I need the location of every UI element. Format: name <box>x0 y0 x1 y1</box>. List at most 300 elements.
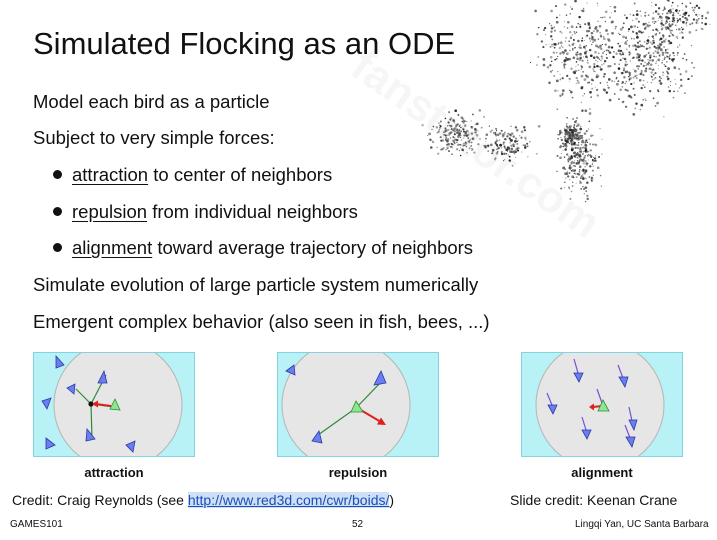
bird-dot <box>662 54 664 56</box>
bird-dot <box>554 43 557 46</box>
bird-dot <box>618 63 620 65</box>
bird-dot <box>676 36 678 38</box>
bird-dot <box>621 72 623 74</box>
bird-dot <box>591 88 593 90</box>
bird-dot <box>632 113 635 116</box>
bird-dot <box>583 162 586 165</box>
bird-dot <box>695 14 697 16</box>
bird-dot <box>648 61 650 63</box>
bird-dot <box>471 120 472 121</box>
bird-dot <box>452 140 454 142</box>
bird-dot <box>574 31 576 33</box>
bird-dot <box>508 147 511 150</box>
bird-dot <box>666 29 667 30</box>
bird-dot <box>608 46 611 49</box>
bird-dot <box>678 28 681 31</box>
bird-dot <box>468 132 469 133</box>
bird-dot <box>587 62 589 64</box>
bird-dot <box>523 144 524 145</box>
bird-dot <box>515 126 517 128</box>
boids-link[interactable]: http://www.red3d.com/cwr/boids/ <box>187 492 390 508</box>
bird-dot <box>615 52 617 54</box>
bird-dot <box>640 104 643 107</box>
bird-dot <box>628 72 631 75</box>
bird-dot <box>648 14 650 16</box>
bird-dot <box>659 76 661 78</box>
bird-dot <box>634 70 637 73</box>
bird-dot <box>579 24 581 26</box>
bird-dot <box>550 31 552 33</box>
bird-dot <box>577 80 579 82</box>
bird-dot <box>477 143 479 145</box>
bird-dot <box>561 45 562 46</box>
bird-dot <box>625 61 627 63</box>
bird-dot <box>665 39 667 41</box>
bird-dot <box>487 145 489 147</box>
bird-dot <box>567 21 570 24</box>
bird-dot <box>507 151 508 152</box>
bird-dot <box>557 138 559 140</box>
bird-dot <box>625 37 627 39</box>
bird-dot <box>605 21 606 22</box>
bird-dot <box>671 23 673 25</box>
bird-dot <box>679 18 681 20</box>
bird-dot <box>596 89 598 91</box>
bird-dot <box>660 82 663 85</box>
bird-dot <box>677 22 678 23</box>
bird-dot <box>430 139 432 141</box>
bird-dot <box>658 20 659 21</box>
bird-dot <box>526 145 528 147</box>
bird-dot <box>636 36 639 39</box>
bird-dot <box>625 41 627 43</box>
bird-dot <box>634 3 636 5</box>
bird-dot <box>574 0 577 2</box>
bird-dot <box>579 174 580 175</box>
bird-dot <box>566 123 568 125</box>
bird-dot <box>656 61 657 62</box>
bird-dot <box>564 136 566 138</box>
bird-dot <box>677 52 679 54</box>
bird-dot <box>611 46 613 48</box>
bird-dot <box>462 121 464 123</box>
bird-dot <box>577 145 578 146</box>
bird-dot <box>669 35 671 37</box>
bird-dot <box>450 137 451 138</box>
bird-dot <box>649 90 651 92</box>
bird-dot <box>556 80 559 83</box>
bird-dot <box>657 13 660 16</box>
bird-dot <box>492 150 494 152</box>
bird-dot <box>495 140 497 142</box>
bird-dot <box>448 111 450 113</box>
bird-dot <box>561 153 562 154</box>
bird-dot <box>586 130 588 132</box>
bird-dot <box>628 45 630 47</box>
bird-dot <box>673 21 674 22</box>
bird-dot <box>597 5 598 6</box>
bird-dot <box>583 156 585 158</box>
bird-dot <box>470 145 472 147</box>
bird-dot <box>655 10 658 13</box>
bird-dot <box>626 49 628 51</box>
bird-dot <box>657 51 660 54</box>
bird-dot <box>635 18 638 21</box>
bird-dot <box>607 87 609 89</box>
bird-dot <box>651 76 652 77</box>
bird-dot <box>445 127 446 128</box>
bird-dot <box>564 26 565 27</box>
bird-dot <box>682 21 685 24</box>
bird-dot <box>583 46 586 49</box>
bird-dot <box>587 60 588 61</box>
bird-dot <box>644 15 646 17</box>
bird-dot <box>668 43 670 45</box>
bird-dot <box>512 151 515 154</box>
bird-dot <box>590 96 592 98</box>
bird-dot <box>665 22 667 24</box>
bird-dot <box>637 42 639 44</box>
bird-dot <box>518 140 519 141</box>
bird-dot <box>456 142 457 143</box>
bird-dot <box>670 85 671 86</box>
bird-dot <box>622 86 624 88</box>
bird-dot <box>662 74 663 75</box>
bird-dot <box>564 63 566 65</box>
bird-dot <box>651 59 654 62</box>
bird-dot <box>633 25 636 28</box>
bird-dot <box>568 136 569 137</box>
bird-dot <box>631 97 633 99</box>
bird-dot <box>600 82 602 84</box>
bird-dot <box>644 62 646 64</box>
bird-dot <box>466 152 467 153</box>
bird-dot <box>611 32 614 35</box>
bird-dot <box>649 46 651 48</box>
bird-dot <box>461 144 462 145</box>
bird-dot <box>573 143 575 145</box>
bird-dot <box>614 6 617 9</box>
bullet-term: repulsion <box>72 201 148 222</box>
bird-dot <box>639 74 640 75</box>
bird-dot <box>679 44 680 45</box>
bird-dot <box>516 143 518 145</box>
bird-dot <box>439 127 441 129</box>
bird-dot <box>517 150 519 152</box>
bird-dot <box>579 59 581 61</box>
bird-dot <box>598 38 600 40</box>
bird-dot <box>654 78 655 79</box>
bird-dot <box>572 27 573 28</box>
bird-dot <box>661 28 663 30</box>
bird-dot <box>577 160 578 161</box>
bird-dot <box>575 173 577 175</box>
bird-dot <box>623 67 625 69</box>
bird-dot <box>618 67 621 70</box>
bird-dot <box>643 23 646 26</box>
bird-dot <box>508 154 510 156</box>
bird-dot <box>585 55 588 58</box>
bird-dot <box>598 75 600 77</box>
bird-dot <box>562 142 564 144</box>
bird-dot <box>704 23 707 26</box>
bird-dot <box>549 64 551 66</box>
bird-dot <box>582 95 583 96</box>
bird-dot <box>421 124 424 127</box>
body-line-simulate: Simulate evolution of large particle system numerically <box>33 274 479 295</box>
bird-dot <box>571 138 573 140</box>
bird-dot <box>575 47 576 48</box>
bird-dot <box>553 51 555 53</box>
bird-dot <box>643 74 645 76</box>
bird-dot <box>564 66 566 68</box>
bird-dot <box>630 83 632 85</box>
bird-dot <box>564 129 566 131</box>
bird-dot <box>514 140 517 143</box>
bird-dot <box>645 54 647 56</box>
bird-dot <box>543 64 546 67</box>
bird-dot <box>651 2 652 3</box>
bird-dot <box>597 21 598 22</box>
bird-dot <box>614 93 616 95</box>
bird-dot <box>524 144 526 146</box>
bird-dot <box>509 137 511 139</box>
bird-dot <box>592 68 594 70</box>
bird-dot <box>541 40 543 42</box>
bird-dot <box>648 36 650 38</box>
bird-dot <box>485 141 486 142</box>
bird-dot <box>565 37 567 39</box>
bird-dot <box>448 132 450 134</box>
bird-dot <box>554 89 557 92</box>
bird-dot <box>669 30 670 31</box>
bird-dot <box>614 10 616 12</box>
bird-dot <box>573 152 576 155</box>
bird-dot <box>632 58 633 59</box>
bird-dot <box>595 87 596 88</box>
bird-dot <box>578 70 580 72</box>
bird-dot <box>463 130 464 131</box>
bird-dot <box>454 109 457 112</box>
bird-dot <box>646 40 647 41</box>
body-line-forces: Subject to very simple forces: <box>33 127 275 148</box>
bird-dot <box>652 17 655 20</box>
bird-dot <box>448 150 450 152</box>
bird-dot <box>608 78 611 81</box>
bird-dot <box>440 121 442 123</box>
bird-dot <box>598 156 600 158</box>
bird-dot <box>601 69 602 70</box>
bird-dot <box>684 17 686 19</box>
bird-dot <box>574 130 576 132</box>
bird-dot <box>582 60 584 62</box>
bird-dot <box>560 188 562 190</box>
bird-dot <box>564 187 565 188</box>
bird-dot <box>574 138 576 140</box>
bird-dot <box>447 143 450 146</box>
bird-dot <box>569 31 571 33</box>
bird-dot <box>564 148 567 151</box>
bird-dot <box>665 16 668 19</box>
bird-dot <box>680 73 682 75</box>
bird-dot <box>685 23 687 25</box>
bird-dot <box>457 144 459 146</box>
bird-dot <box>619 89 621 91</box>
bird-dot <box>628 95 630 97</box>
bird-dot <box>666 76 668 78</box>
bird-dot <box>580 126 581 127</box>
bird-dot <box>562 47 563 48</box>
bird-dot <box>456 148 458 150</box>
bird-dot <box>626 81 628 83</box>
alignment-label: alignment <box>571 465 633 480</box>
bird-dot <box>596 56 598 58</box>
credit-right: Slide credit: Keenan Crane <box>510 492 678 508</box>
bird-dot <box>626 64 628 66</box>
bird-dot <box>579 181 581 183</box>
bird-dot <box>680 79 682 81</box>
bird-dot <box>584 40 585 41</box>
bird-dot <box>569 143 570 144</box>
bird-dot <box>565 64 566 65</box>
bird-dot <box>572 133 574 135</box>
bird-dot <box>677 38 678 39</box>
bird-dot <box>471 148 472 149</box>
bird-dot <box>571 191 573 193</box>
bird-dot <box>622 26 624 28</box>
bird-dot <box>453 137 454 138</box>
bird-dot <box>494 158 496 160</box>
bird-dot <box>586 198 588 200</box>
bird-dot <box>605 29 608 32</box>
bird-dot <box>603 63 604 64</box>
bird-dot <box>476 134 479 137</box>
bird-dot <box>629 47 630 48</box>
bird-dot <box>560 41 563 44</box>
bird-dot <box>566 52 569 55</box>
bird-dot <box>671 30 673 32</box>
bird-dot <box>592 161 593 162</box>
bird-dot <box>634 94 636 96</box>
bird-dot <box>620 28 623 31</box>
bird-dot <box>543 58 546 61</box>
bird-dot <box>638 65 640 67</box>
bird-dot <box>656 102 659 105</box>
bird-dot <box>577 40 580 43</box>
bird-dot <box>673 12 675 14</box>
bird-dot <box>585 177 587 179</box>
bird-dot <box>680 84 683 87</box>
bird-dot <box>526 143 528 145</box>
bird-dot <box>452 119 454 121</box>
bird-dot <box>569 81 570 82</box>
bird-dot <box>524 129 526 131</box>
bird-dot <box>652 21 653 22</box>
bird-dot <box>674 79 675 80</box>
bird-dot <box>584 166 585 167</box>
bird-dot <box>660 22 663 25</box>
bird-dot <box>633 82 635 84</box>
bird-dot <box>567 171 568 172</box>
bird-dot <box>454 130 456 132</box>
bird-dot <box>558 43 559 44</box>
bird-dot <box>509 159 511 161</box>
bird-dot <box>579 26 581 28</box>
bird-dot <box>665 51 667 53</box>
bird-dot <box>561 32 562 33</box>
bird-dot <box>576 176 578 178</box>
bird-dot <box>648 52 650 54</box>
bird-dot <box>564 21 565 22</box>
bird-dot <box>451 143 453 145</box>
bird-dot <box>687 78 689 80</box>
bird-dot <box>576 32 577 33</box>
bird-dot <box>589 91 592 94</box>
bird-dot <box>521 137 522 138</box>
bird-dot <box>576 26 578 28</box>
bird-dot <box>567 135 569 137</box>
bird-dot <box>585 36 586 37</box>
bird-dot <box>638 54 641 57</box>
bird-dot <box>581 139 583 141</box>
bird-dot <box>701 22 703 24</box>
bird-dot <box>572 97 574 99</box>
bird-dot <box>496 152 499 155</box>
bird-dot <box>675 83 676 84</box>
bird-dot <box>599 66 601 68</box>
bird-dot <box>452 147 453 148</box>
bird-dot <box>663 40 666 43</box>
bird-dot <box>570 125 571 126</box>
bird-dot <box>569 179 570 180</box>
bird-dot <box>584 186 587 189</box>
bird-dot <box>644 70 647 73</box>
bird-dot <box>445 149 447 151</box>
bird-dot <box>506 153 508 155</box>
bird-dot <box>628 31 629 32</box>
bird-dot <box>653 38 654 39</box>
bird-dot <box>672 35 674 37</box>
bird-dot <box>654 50 656 52</box>
bird-dot <box>559 74 560 75</box>
bird-dot <box>617 43 619 45</box>
bird-dot <box>604 73 606 75</box>
bird-dot <box>472 137 475 140</box>
bird-dot <box>692 9 694 11</box>
bird-dot <box>563 52 565 54</box>
bird-dot <box>581 144 583 146</box>
bird-dot <box>446 140 449 143</box>
bird-dot <box>560 145 562 147</box>
bird-dot <box>579 44 581 46</box>
bird-dot <box>569 13 571 15</box>
bird-dot <box>623 69 625 71</box>
bird-dot <box>576 77 578 79</box>
bird-dot <box>587 82 588 83</box>
bird-dot <box>579 148 582 151</box>
bird-dot <box>464 120 466 122</box>
bird-dot <box>501 151 503 153</box>
bird-dot <box>460 147 461 148</box>
bird-dot <box>554 30 556 32</box>
bird-dot <box>577 157 578 158</box>
bird-dot <box>577 162 580 165</box>
bullet-repulsion <box>53 201 358 223</box>
bird-dot <box>659 39 660 40</box>
slide-title: Simulated Flocking as an ODE <box>33 26 456 61</box>
bird-dot <box>677 5 678 6</box>
bird-dot <box>633 14 635 16</box>
